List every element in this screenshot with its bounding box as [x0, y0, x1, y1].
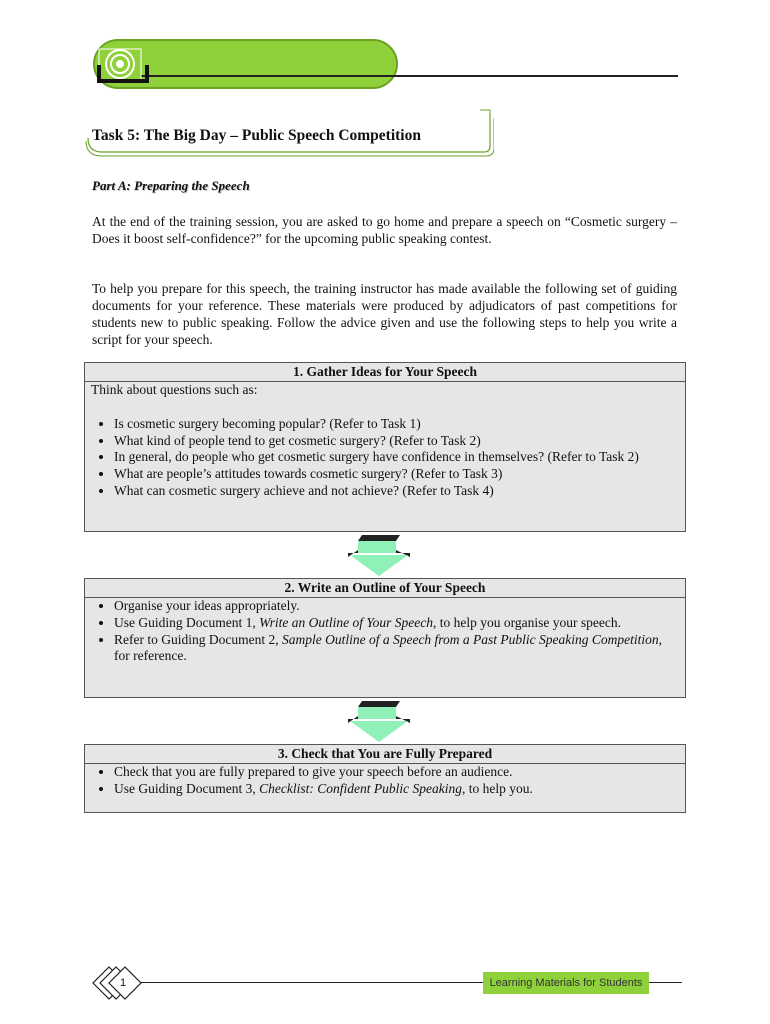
page-number: 1 [120, 977, 127, 989]
step-intro: Think about questions such as: [91, 382, 258, 397]
list-item: • Check that you are fully prepared to give your speech before an audience. [114, 764, 679, 781]
step-title: 1. Gather Ideas for Your Speech [85, 363, 685, 382]
down-arrow-icon [344, 533, 414, 577]
step-title: 3. Check that You are Fully Prepared [85, 745, 685, 764]
question-list [91, 416, 679, 500]
document-title: Write an Outline of Your Speech [259, 614, 433, 630]
header-rule [140, 75, 678, 77]
document-title: Checklist: Confident Public Speaking [259, 780, 462, 796]
part-heading: Part A: Preparing the Speech [92, 178, 250, 193]
step-check-prepared [84, 744, 686, 813]
step-gather-ideas [84, 362, 686, 532]
list-item: • Organise your ideas appropriately. [114, 598, 679, 615]
page-number-badge-icon [92, 966, 144, 1000]
guidance-paragraph: To help you prepare for this speech, the training instructor has made available the following set of guiding documents for your reference. These materials were produced by adjudicators of past competitions for students new to public speaking. Follow the advice given and use the following steps to help you write a script for your speech. [92, 281, 677, 347]
list-item: • What can cosmetic surgery achieve and not achieve? (Refer to Task 4) [114, 483, 679, 500]
instruction-paragraph: At the end of the training session, you are asked to go home and prepare a speech on “Cosmetic surgery – Does it boost self-confidence?” for the upcoming public speaking contest. [92, 214, 677, 246]
list-item: • What are people’s attitudes towards cosmetic surgery? (Refer to Task 3) [114, 466, 679, 483]
step-list [91, 598, 679, 665]
list-item: • Is cosmetic surgery becoming popular? (Refer to Task 1) [114, 416, 679, 433]
footer-label: Learning Materials for Students [483, 972, 649, 994]
list-item: • Use Guiding Document 3, Checklist: Confident Public Speaking, to help you. [114, 781, 679, 798]
list-item: • Refer to Guiding Document 2, Sample Outline of a Speech from a Past Public Speaking Competition, for reference. [114, 632, 679, 666]
list-item: • Use Guiding Document 1, Write an Outline of Your Speech, to help you organise your speech. [114, 615, 679, 632]
step-list [91, 764, 679, 798]
compass-book-icon [97, 45, 151, 85]
list-item: • In general, do people who get cosmetic surgery have confidence in themselves? (Refer to Task 2) [114, 449, 679, 466]
task-title: Task 5: The Big Day – Public Speech Competition [92, 127, 421, 144]
step-write-outline [84, 578, 686, 698]
list-item: • What kind of people tend to get cosmetic surgery? (Refer to Task 2) [114, 433, 679, 450]
document-title: Sample Outline of a Speech from a Past Public Speaking Competition [281, 631, 659, 647]
step-title: 2. Write an Outline of Your Speech [85, 579, 685, 598]
down-arrow-icon [344, 699, 414, 743]
